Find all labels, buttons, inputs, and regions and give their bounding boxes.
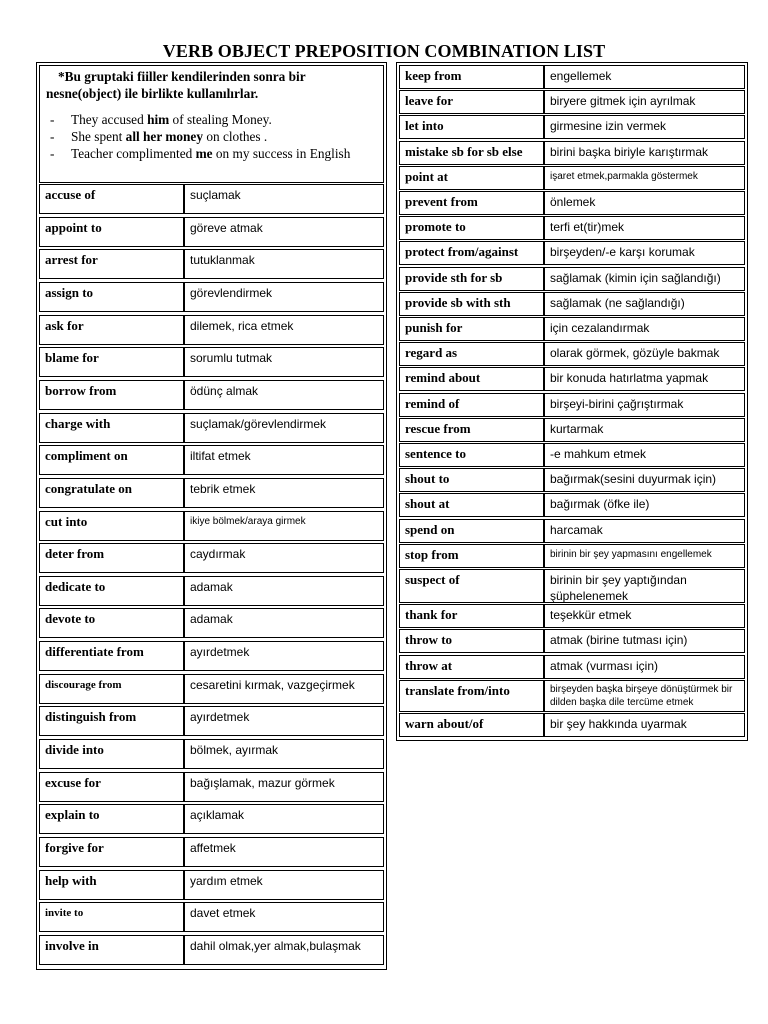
meaning-text: iltifat etmek: [190, 449, 251, 463]
meaning-text: olarak görmek, gözüyle bakmak: [550, 346, 720, 361]
meaning-text: bağırmak (öfke ile): [550, 497, 650, 512]
verb-text: remind of: [405, 395, 460, 411]
verb-text: cut into: [45, 514, 88, 529]
verb-text: stop from: [405, 546, 459, 562]
verb-text: appoint to: [45, 220, 102, 235]
meaning-cell: [184, 870, 384, 900]
verb-text: accuse of: [45, 187, 96, 202]
verb-text: distinguish from: [45, 709, 137, 724]
meaning-text: davet etmek: [190, 906, 256, 920]
verb-text: throw at: [405, 657, 453, 673]
meaning-cell: [544, 141, 745, 165]
meaning-cell: [184, 478, 384, 508]
meaning-cell: [184, 576, 384, 606]
verb-cell: [39, 608, 184, 638]
meaning-text: önlemek: [550, 195, 596, 209]
verb-text: provide sth for sb: [405, 269, 503, 285]
verb-text: let into: [405, 118, 444, 134]
meaning-text: atmak (birine tutması için): [550, 633, 688, 648]
verb-text: explain to: [45, 807, 100, 822]
meaning-cell: [544, 115, 745, 139]
verb-text: spend on: [405, 521, 455, 537]
meaning-cell: [184, 413, 384, 443]
verb-text: throw to: [405, 632, 453, 648]
meaning-cell: [544, 267, 745, 291]
example-item: - She spent all her money on clothes .: [46, 128, 379, 145]
page-title: VERB OBJECT PREPOSITION COMBINATION LIST: [162, 41, 606, 61]
meaning-text: bağırmak(sesini duyurmak için): [550, 472, 717, 487]
meaning-text: için cezalandırmak: [550, 321, 650, 335]
meaning-cell: [184, 902, 384, 932]
meaning-text: ikiye bölmek/araya girmek: [190, 516, 306, 527]
meaning-text: caydırmak: [190, 547, 246, 561]
verb-cell: [39, 543, 184, 573]
verb-cell: [399, 680, 544, 712]
intro-lead: *Bu gruptaki fiiller kendilerinden sonra bir nesne(object) ile birlikte kullanılırlar.: [46, 69, 306, 101]
meaning-cell: [184, 184, 384, 214]
verb-cell: [39, 445, 184, 475]
meaning-cell: [544, 393, 745, 417]
meaning-cell: [184, 315, 384, 345]
meaning-text: birşeyden başka birşeye dönüştürmek bir dilden başka dile tercüme etmek: [550, 683, 733, 708]
verb-text: differentiate from: [45, 644, 144, 659]
meaning-text: ayırdetmek: [190, 710, 250, 724]
verb-cell: [39, 641, 184, 671]
meaning-cell: [184, 380, 384, 410]
verb-text: warn about/of: [405, 716, 484, 731]
verb-text: dedicate to: [45, 579, 106, 594]
meaning-text: kurtarmak: [550, 421, 604, 436]
verb-text: charge with: [45, 416, 111, 431]
verb-text: mistake sb for sb else: [405, 143, 523, 159]
example-list: [46, 111, 379, 162]
meaning-cell: [544, 569, 745, 603]
meaning-cell: [544, 65, 745, 89]
meaning-cell: [544, 418, 745, 442]
verb-cell: [399, 90, 544, 114]
meaning-cell: [184, 837, 384, 867]
verb-text: deter from: [45, 546, 105, 561]
meaning-cell: [184, 217, 384, 247]
verb-text: borrow from: [45, 383, 117, 398]
verb-text: thank for: [405, 607, 458, 623]
meaning-cell: [544, 342, 745, 366]
verb-text: translate from/into: [405, 682, 510, 698]
verb-cell: [399, 342, 544, 366]
meaning-cell: [184, 249, 384, 279]
verb-cell: [399, 267, 544, 291]
verb-cell: [399, 604, 544, 628]
meaning-cell: [544, 216, 745, 240]
verb-cell: [399, 216, 544, 240]
verb-cell: [39, 347, 184, 377]
meaning-text: dilemek, rica etmek: [190, 319, 294, 333]
verb-cell: [39, 772, 184, 802]
verb-text: arrest for: [45, 252, 98, 267]
meaning-text: birinin bir şey yaptığından şüphelenemek: [550, 573, 687, 603]
verb-cell: [39, 511, 184, 541]
verb-cell: [39, 217, 184, 247]
verb-cell: [399, 317, 544, 341]
meaning-cell: [544, 241, 745, 265]
meaning-text: -e mahkum etmek: [550, 447, 647, 461]
meaning-text: suçlamak: [190, 188, 241, 202]
meaning-text: biryere gitmek için ayrılmak: [550, 94, 696, 109]
meaning-text: affetmek: [190, 841, 236, 855]
example-item: - Teacher complimented me on my success in English: [46, 145, 379, 162]
meaning-text: açıklamak: [190, 808, 245, 822]
meaning-cell: [544, 604, 745, 628]
meaning-cell: [544, 90, 745, 114]
meaning-cell: [184, 445, 384, 475]
meaning-cell: [184, 706, 384, 736]
meaning-cell: [184, 739, 384, 769]
meaning-text: birşeyi-birini çağrıştırmak: [550, 396, 684, 411]
verb-text: ask for: [45, 318, 84, 333]
meaning-cell: [544, 680, 745, 712]
verb-text: keep from: [405, 68, 462, 83]
meaning-cell: [544, 544, 745, 568]
meaning-text: engellemek: [550, 69, 612, 83]
meaning-cell: [184, 608, 384, 638]
verb-cell: [39, 184, 184, 214]
verb-cell: [399, 191, 544, 215]
verb-cell: [399, 393, 544, 417]
meaning-cell: [184, 804, 384, 834]
verb-text: excuse for: [45, 775, 101, 790]
meaning-text: göreve atmak: [190, 221, 263, 235]
meaning-text: ödünç almak: [190, 384, 259, 398]
verb-cell: [399, 418, 544, 442]
meaning-text: suçlamak/görevlendirmek: [190, 417, 327, 431]
meaning-text: atmak (vurması için): [550, 658, 659, 673]
meaning-text: bağışlamak, mazur görmek: [190, 776, 335, 790]
verb-text: leave for: [405, 93, 454, 109]
meaning-text: bölmek, ayırmak: [190, 743, 279, 757]
verb-text: congratulate on: [45, 481, 133, 496]
verb-cell: [39, 315, 184, 345]
verb-cell: [399, 655, 544, 679]
verb-text: devote to: [45, 611, 96, 626]
verb-cell: [39, 804, 184, 834]
verb-text: shout to: [405, 471, 450, 487]
intro-box: [39, 65, 384, 183]
meaning-text: ayırdetmek: [190, 645, 250, 659]
meaning-text: girmesine izin vermek: [550, 119, 667, 134]
verb-text: compliment on: [45, 448, 128, 463]
verb-cell: [39, 870, 184, 900]
meaning-text: yardım etmek: [190, 874, 263, 888]
meaning-text: sağlamak (kimin için sağlandığı): [550, 270, 721, 285]
meaning-text: birinin bir şey yapmasını engellemek: [550, 548, 712, 560]
verb-cell: [399, 629, 544, 653]
meaning-text: birini başka biriyle karıştırmak: [550, 144, 709, 159]
verb-text: forgive for: [45, 840, 104, 855]
meaning-cell: [184, 772, 384, 802]
verb-text: shout at: [405, 496, 450, 512]
meaning-text: sorumlu tutmak: [190, 351, 273, 365]
meaning-text: cesaretini kırmak, vazgeçirmek: [190, 678, 355, 692]
verb-cell: [39, 576, 184, 606]
verb-cell: [399, 166, 544, 190]
verb-text: point at: [405, 168, 448, 184]
verb-cell: [399, 544, 544, 568]
meaning-cell: [184, 347, 384, 377]
verb-text: promote to: [405, 219, 466, 235]
meaning-cell: [184, 674, 384, 704]
verb-cell: [39, 380, 184, 410]
meaning-text: teşekkür etmek: [550, 608, 632, 623]
verb-cell: [399, 241, 544, 265]
verb-text: remind about: [405, 370, 481, 386]
verb-cell: [399, 713, 544, 737]
verb-cell: [399, 493, 544, 517]
verb-cell: [39, 478, 184, 508]
verb-cell: [399, 443, 544, 467]
meaning-cell: [544, 292, 745, 316]
meaning-text: adamak: [190, 612, 233, 626]
verb-text: protect from/against: [405, 244, 519, 260]
verb-text: suspect of: [405, 572, 460, 587]
meaning-cell: [184, 282, 384, 312]
meaning-text: birşeyden/-e karşı korumak: [550, 245, 695, 260]
verb-cell: [399, 468, 544, 492]
verb-cell: [39, 282, 184, 312]
verb-cell: [399, 569, 544, 603]
verb-cell: [399, 367, 544, 391]
meaning-cell: [544, 166, 745, 190]
verb-cell: [39, 706, 184, 736]
meaning-cell: [544, 443, 745, 467]
meaning-cell: [544, 493, 745, 517]
meaning-text: dahil olmak,yer almak,bulaşmak: [190, 939, 361, 953]
meaning-cell: [544, 519, 745, 543]
meaning-cell: [544, 191, 745, 215]
verb-text: prevent from: [405, 194, 478, 209]
verb-text: divide into: [45, 742, 104, 757]
meaning-cell: [184, 935, 384, 965]
verb-text: invite to: [45, 907, 84, 919]
verb-text: rescue from: [405, 420, 471, 436]
meaning-cell: [184, 511, 384, 541]
meaning-text: harcamak: [550, 522, 603, 537]
meaning-text: görevlendirmek: [190, 286, 273, 300]
verb-text: involve in: [45, 938, 99, 953]
example-item: - They accused him of stealing Money.: [46, 111, 379, 128]
verb-text: provide sb with sth: [405, 294, 511, 310]
verb-text: sentence to: [405, 446, 467, 461]
meaning-text: tutuklanmak: [190, 253, 255, 267]
verb-cell: [399, 292, 544, 316]
meaning-text: bir şey hakkında uyarmak: [550, 717, 687, 731]
meaning-cell: [544, 367, 745, 391]
meaning-cell: [184, 543, 384, 573]
meaning-cell: [544, 713, 745, 737]
verb-cell: [39, 739, 184, 769]
meaning-cell: [544, 468, 745, 492]
meaning-text: sağlamak (ne sağlandığı): [550, 295, 685, 310]
meaning-cell: [544, 317, 745, 341]
verb-text: help with: [45, 873, 97, 888]
verb-cell: [39, 935, 184, 965]
meaning-cell: [544, 629, 745, 653]
meaning-text: adamak: [190, 580, 233, 594]
verb-cell: [399, 141, 544, 165]
verb-cell: [39, 674, 184, 704]
verb-cell: [39, 902, 184, 932]
meaning-text: bir konuda hatırlatma yapmak: [550, 371, 709, 386]
verb-text: punish for: [405, 320, 463, 335]
verb-text: blame for: [45, 350, 99, 365]
meaning-text: terfi et(tir)mek: [550, 220, 625, 235]
verb-cell: [399, 65, 544, 89]
verb-text: discourage from: [45, 679, 122, 691]
meaning-cell: [544, 655, 745, 679]
verb-cell: [399, 519, 544, 543]
meaning-text: tebrik etmek: [190, 482, 256, 496]
meaning-cell: [184, 641, 384, 671]
verb-cell: [39, 413, 184, 443]
verb-text: assign to: [45, 285, 94, 300]
meaning-text: işaret etmek,parmakla göstermek: [550, 170, 698, 182]
verb-cell: [39, 249, 184, 279]
verb-cell: [399, 115, 544, 139]
verb-cell: [39, 837, 184, 867]
verb-text: regard as: [405, 345, 458, 361]
